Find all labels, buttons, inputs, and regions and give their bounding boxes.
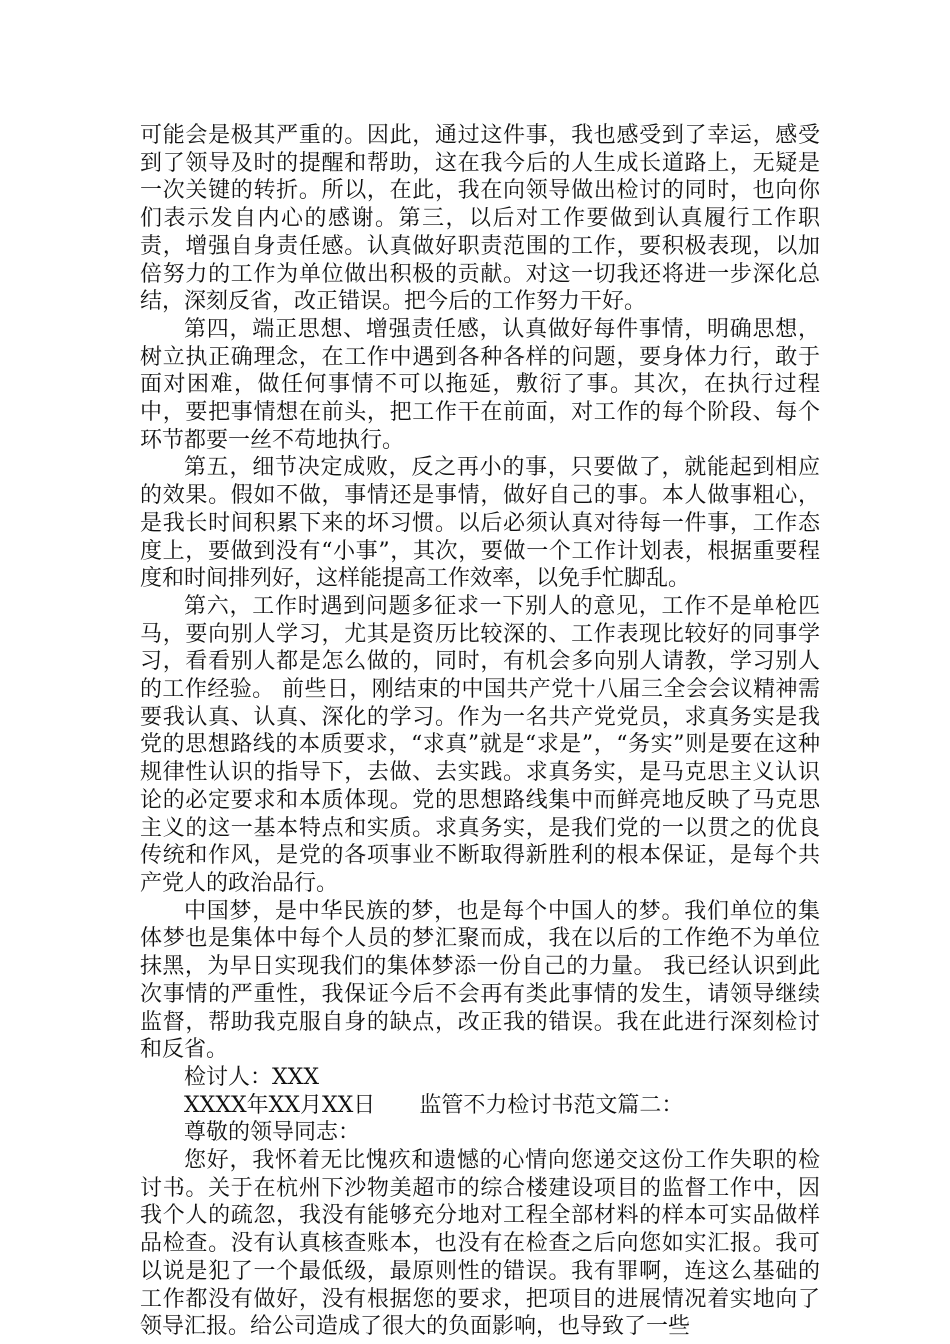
paragraph-point-four: 第四，端正思想、增强责任感，认真做好每件事情，明确思想，树立执正确理念，在工作中遇到各种各样的问题，要身体力行，敢于面对困难，做任何事情不可以拖延，敷衍了事。其次，在执行过程中，要把事情想在前头，把工作干在前面，对工作的每个阶段、每个环节都要一丝不苟地执行。: [140, 316, 820, 453]
next-article-title: 监管不力检讨书范文篇二：: [419, 1092, 684, 1118]
paragraph-china-dream: 中国梦，是中华民族的梦，也是每个中国人的梦。我们单位的集体梦也是集体中每个人员的梦汇聚而成，我在以后的工作绝不为单位抹黑，为早日实现我们的集体梦添一份自己的力量。 我已经认识到此次事情的严重性，我保证今后不会再有类此事情的发生，请领导继续监督，帮助我克服自身的缺点，改正我的错误。我在此进行深刻检讨和反省。: [140, 898, 820, 1063]
reviewer-signature: 检讨人：XXX: [184, 1064, 319, 1090]
date-and-next-title-line: [140, 1092, 820, 1120]
paragraph-point-five: 第五，细节决定成败，反之再小的事，只要做了，就能起到相应的效果。假如不做，事情还是事情，做好自己的事。本人做事粗心，是我长时间积累下来的坏习惯。以后必须认真对待每一件事，工作态度上，要做到没有“小事”，其次，要做一个工作计划表，根据重要程度和时间排列好，这样能提高工作效率，以免手忙脚乱。: [140, 455, 820, 592]
letter-body: 您好，我怀着无比愧疚和遗憾的心情向您递交这份工作失职的检讨书。关于在杭州下沙物美超市的综合楼建设项目的监督工作中，因我个人的疏忽，我没有能够充分地对工程全部材料的样本可实品做样品检查。没有认真核查账本，也没有在检查之后向您如实汇报。我可以说是犯了一个最低级，最原则性的错误。我有罪啊，连这么基础的工作都没有做好，没有根据您的要求，把项目的进展情况着实地向了领导汇报。给公司造成了很大的负面影响，也导致了一些: [140, 1148, 820, 1340]
letter-salutation: 尊敬的领导同志：: [184, 1120, 361, 1146]
paragraph-point-six: 第六，工作时遇到问题多征求一下别人的意见，工作不是单枪匹马，要向别人学习，尤其是资历比较深的、工作表现比较好的同事学习，看看别人都是怎么做的，同时，有机会多向别人请教，学习别人的工作经验。 前些日，刚结束的中国共产党十八届三全会会议精神需要我认真、认真、深化的学习。作为一名共产党党员，求真务实是我党的思想路线的本质要求，“求真”就是“求是”，“务实”则是要在这种规律性认识的指导下，去做、去实践。求真务实，是马克思主义认识论的必定要求和本质体现。党的思想路线集中而鲜亮地反映了马克思主义的这一基本特点和实质。求真务实，是我们党的一以贯之的优良传统和作风，是党的各项事业不断取得新胜利的根本保证，是每个共产党人的政治品行。: [140, 593, 820, 896]
paragraph-continuation: 可能会是极其严重的。因此，通过这件事，我也感受到了幸运，感受到了领导及时的提醒和帮助，这在我今后的人生成长道路上，无疑是一次关键的转折。所以，在此，我在向领导做出检讨的同时，也向你们表示发自内心的感谢。第三，以后对工作要做到认真履行工作职责，增强自身责任感。认真做好职责范围的工作，要积极表现，以加倍努力的工作为单位做出积极的贡献。对这一切我还将进一步深化总结，深刻反省，改正错误。把今后的工作努力干好。: [140, 123, 820, 315]
signature-date: XXXX年XX月XX日: [184, 1092, 376, 1118]
document-page: [140, 122, 820, 1341]
